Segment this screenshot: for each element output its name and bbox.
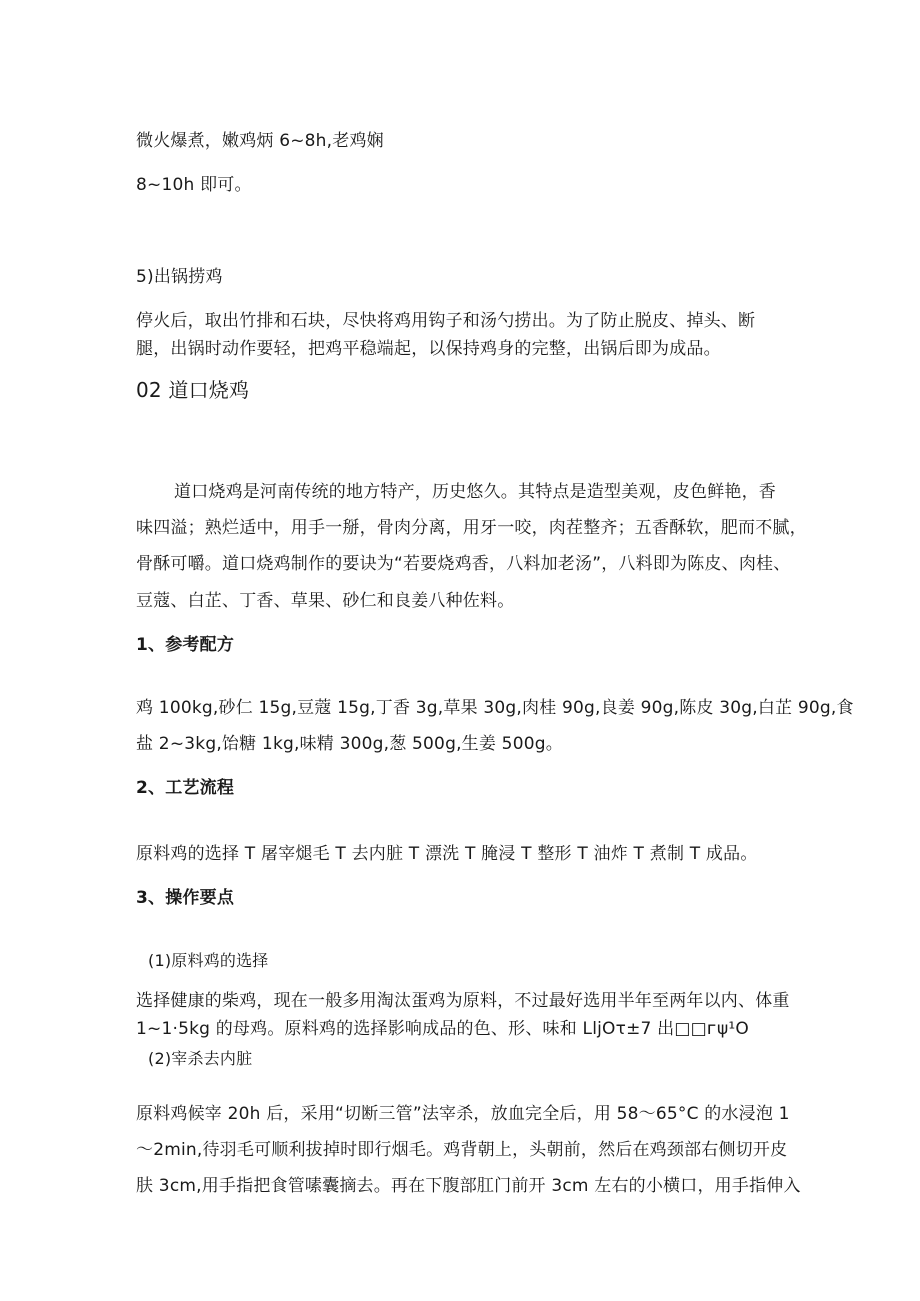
recipe-line: 鸡 100kg,砂仁 15g,豆蔻 15g,丁香 3g,草果 30g,肉桂 90g,良姜 90g,陈皮 30g,白芷 90g,食 (136, 698, 854, 718)
paragraph-line: 道口烧鸡是河南传统的地方特产，历史悠久。其特点是造型美观，皮色鲜艳，香 (174, 482, 776, 502)
text-line: 选择健康的柴鸡，现在一般多用淘汰蛋鸡为原料，不过最好选用半年至两年以内、体重 (136, 991, 790, 1011)
step-heading: (2)宰杀去内脏 (148, 1049, 253, 1068)
subsection-heading: 2、工艺流程 (136, 778, 235, 798)
paragraph-line: 骨酥可嚼。道口烧鸡制作的要诀为“若要烧鸡香，八料加老汤”，八料即为陈皮、肉桂、 (136, 554, 791, 574)
text-line: 1~1·5kg 的母鸡。原料鸡的选择影响成品的色、形、味和 LljOτ±7 出□□ᴦψ¹O (136, 1019, 749, 1039)
subsection-heading: 1、参考配方 (136, 635, 235, 655)
paragraph-line: 豆蔻、白芷、丁香、草果、砂仁和良姜八种佐料。 (136, 591, 515, 611)
recipe-line: 盐 2~3kg,饴糖 1kg,味精 300g,葱 500g,生姜 500g。 (136, 734, 563, 754)
step-heading: 5)出锅捞鸡 (136, 267, 223, 287)
text-line: 停火后，取出竹排和石块，尽快将鸡用钩子和汤勺捞出。为了防止脱皮、掉头、断 (136, 311, 756, 331)
process-line: 原料鸡的选择 T 屠宰煺毛 T 去内脏 T 漂洗 T 腌浸 T 整形 T 油炸 T 煮制 T 成品。 (136, 844, 758, 864)
paragraph-line: 味四溢；熟烂适中，用手一掰，骨肉分离，用牙一咬，肉茬整齐；五香酥软，肥而不腻， (136, 518, 807, 538)
section-title: 02 道口烧鸡 (136, 378, 250, 402)
text-line: 腿，出锅时动作要轻，把鸡平稳端起，以保持鸡身的完整，出锅后即为成品。 (136, 339, 721, 359)
text-line: 微火爆煮，嫩鸡炳 6~8h,老鸡娴 (136, 131, 384, 151)
subsection-heading: 3、操作要点 (136, 888, 235, 908)
step-heading: (1)原料鸡的选择 (148, 951, 269, 970)
text-line: 原料鸡候宰 20h 后，采用“切断三管”法宰杀，放血完全后，用 58〜65°C 的水浸泡 1 (136, 1104, 790, 1124)
text-line: 肤 3cm,用手指把食管嗉囊摘去。再在下腹部肛门前开 3cm 左右的小横口，用手指伸入 (136, 1176, 801, 1196)
text-line: 8~10h 即可。 (136, 175, 252, 195)
text-line: 〜2min,待羽毛可顺利拔掉时即行烟毛。鸡背朝上，头朝前，然后在鸡颈部右侧切开皮 (136, 1140, 788, 1160)
